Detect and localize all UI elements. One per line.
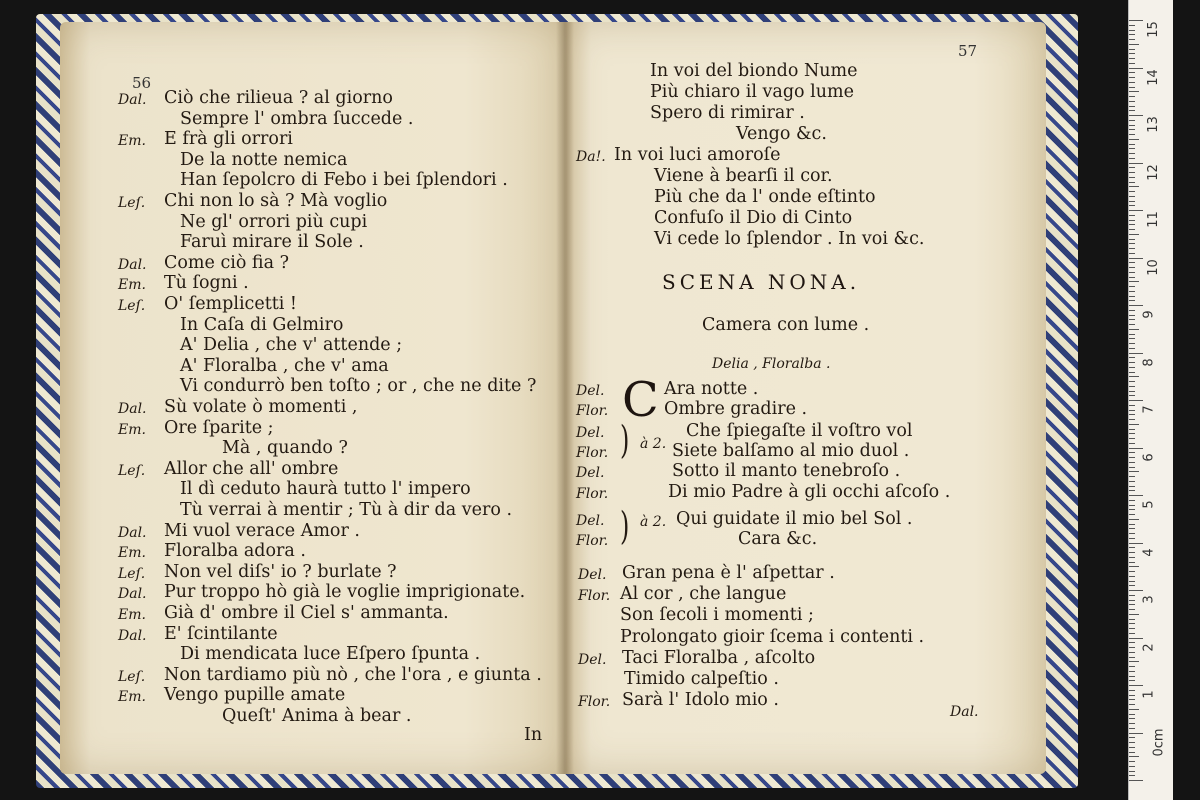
ruler-number: 11 <box>1145 211 1161 228</box>
ruler-tick <box>1129 87 1135 88</box>
verse-line: In voi del biondo Nume <box>650 61 858 81</box>
ruler-tick <box>1129 524 1135 525</box>
verse-line: Più chiaro il vago lume <box>650 82 854 102</box>
ruler-tick <box>1129 676 1135 677</box>
ruler-tick <box>1129 115 1143 116</box>
ruler-tick <box>1129 291 1135 292</box>
verse-line: Siete balſamo al mio duol . <box>672 441 910 461</box>
ruler-tick <box>1129 129 1135 130</box>
verse-line: Di mio Padre à gli occhi aſcoſo . <box>668 482 951 502</box>
ruler-tick <box>1129 163 1143 164</box>
speaker-label: Flor. <box>576 486 609 502</box>
ruler-tick <box>1129 533 1135 534</box>
ruler-tick <box>1129 467 1135 468</box>
ruler-tick <box>1129 690 1135 691</box>
ruler-number: 14 <box>1145 68 1161 86</box>
ruler-tick <box>1129 77 1135 78</box>
verse-line: Ne gl' orrori più cupi <box>180 211 368 232</box>
ruler-tick <box>1129 752 1135 753</box>
verse-line: Che ſpiegaſte il voſtro vol <box>686 421 913 441</box>
speaker-label: Del. <box>576 425 605 441</box>
ruler-tick <box>1129 172 1135 173</box>
page-number: 56 <box>132 74 152 92</box>
ruler-tick <box>1129 334 1135 335</box>
ruler-tick <box>1129 514 1135 515</box>
ruler-tick <box>1129 220 1135 221</box>
verse-line: Spero di rimirar . <box>650 103 805 123</box>
verse-line: Qui guidate il mio bel Sol . <box>676 509 913 529</box>
ruler-tick <box>1129 296 1135 297</box>
verse-line: Mi vuol verace Amor . <box>164 520 360 541</box>
ruler-tick <box>1129 239 1135 240</box>
ruler-tick <box>1129 386 1135 387</box>
ruler-tick <box>1129 600 1135 601</box>
ruler-tick <box>1129 505 1135 506</box>
ruler-tick <box>1129 82 1135 83</box>
ruler-tick <box>1129 343 1135 344</box>
speaker-label: Flor. <box>578 588 611 605</box>
verse-line: Non vel diſs' io ? burlate ? <box>164 561 397 582</box>
ruler-tick <box>1129 647 1135 648</box>
speaker-label: Em. <box>118 277 146 294</box>
speaker-label: Dal. <box>118 401 147 417</box>
ruler-tick <box>1129 125 1135 126</box>
ruler-tick <box>1129 395 1135 396</box>
ruler-tick <box>1129 519 1139 520</box>
ruler-tick <box>1129 723 1135 724</box>
ruler-tick <box>1129 495 1143 496</box>
ruler-tick <box>1129 433 1135 434</box>
ruler-tick <box>1129 490 1135 491</box>
speaker-label: Em. <box>118 545 146 562</box>
ruler-number: 6 <box>1141 452 1157 462</box>
ruler-tick <box>1129 367 1135 368</box>
verse-line: Sempre l' ombra ſuccede . <box>180 108 414 129</box>
ruler-tick <box>1129 661 1139 662</box>
ruler-tick <box>1129 182 1135 183</box>
verse-line: Vi cede lo ſplendor . In voi &c. <box>654 229 925 249</box>
verse-line: Viene à bearſi il cor. <box>654 166 833 186</box>
speaker-label: Del. <box>578 567 607 583</box>
verse-line: Al cor , che langue <box>620 584 787 605</box>
ruler-number: 15 <box>1145 21 1161 38</box>
ruler-tick <box>1129 286 1135 287</box>
verse-line: Già d' ombre il Ciel s' ammanta. <box>164 603 449 623</box>
verse-line: Di mendicata luce Eſpero ſpunta . <box>180 644 481 665</box>
ruler-tick <box>1129 148 1135 149</box>
ruler-tick <box>1129 766 1135 767</box>
ruler-tick <box>1129 186 1139 187</box>
book-gutter <box>556 22 574 774</box>
ruler-tick <box>1129 638 1143 639</box>
speaker-label: Flor. <box>578 694 611 711</box>
speaker-label: Dal. <box>118 92 147 108</box>
ruler-tick <box>1129 215 1135 216</box>
verse-line: Vi condurrò ben toſto ; or , che ne dite ? <box>180 376 537 397</box>
verse-line: In Caſa di Gelmiro <box>180 314 344 335</box>
ruler-tick <box>1129 229 1135 230</box>
verse-line: Pur troppo hò già le voglie imprigionate. <box>164 582 526 603</box>
ruler-tick <box>1129 609 1135 610</box>
verse-line: Non tardiamo più nò , che l'ora , e giunta . <box>164 664 542 685</box>
speaker-label: Dal. <box>118 256 147 273</box>
ruler-tick <box>1129 30 1135 31</box>
ruler-tick <box>1129 39 1135 40</box>
verse-line: Son ſecoli i momenti ; <box>620 605 814 626</box>
verse-line: A' Delia , che v' attende ; <box>180 335 403 356</box>
ruler-number: 4 <box>1141 547 1157 557</box>
ruler-tick <box>1129 272 1135 273</box>
ruler-number: 12 <box>1145 163 1161 181</box>
ruler-tick <box>1129 348 1135 349</box>
ruler-tick <box>1129 324 1135 325</box>
speaker-label: Flor. <box>576 533 609 549</box>
ruler-tick <box>1129 267 1135 268</box>
ruler-tick <box>1129 44 1139 45</box>
ruler-tick <box>1129 419 1135 420</box>
verse-line: Tù verrai à mentir ; Tù à dir da vero . <box>180 500 513 520</box>
ruler-tick <box>1129 262 1135 263</box>
verse-line: Floralba adora . <box>164 541 306 562</box>
ruler-tick <box>1129 34 1135 35</box>
verse-line: E' ſcintilante <box>164 623 278 644</box>
verse-line: Timido calpeſtio . <box>624 669 779 689</box>
verse-line: Confuſo il Dio di Cinto <box>654 208 853 228</box>
ruler-number: 9 <box>1141 310 1157 319</box>
verse-line: Allor che all' ombre <box>164 458 339 479</box>
verse-line: De la notte nemica <box>180 149 348 170</box>
ruler-tick <box>1129 248 1135 249</box>
ruler-tick <box>1129 695 1135 696</box>
ruler-tick <box>1129 329 1139 330</box>
ruler-tick <box>1129 305 1143 306</box>
verse-line: Taci Floralba , aſcolto <box>622 647 816 668</box>
verse-line: Tù ſogni . <box>164 273 249 294</box>
speaker-label: Flor. <box>576 403 609 419</box>
ruler-tick <box>1129 614 1139 615</box>
ruler-tick <box>1129 733 1143 734</box>
ruler-tick <box>1129 144 1135 145</box>
ruler-tick <box>1129 196 1135 197</box>
ruler-tick <box>1129 538 1135 539</box>
ruler-tick <box>1129 457 1135 458</box>
scene-heading: SCENA NONA. <box>662 270 861 294</box>
ruler-tick <box>1129 462 1135 463</box>
verse-line: Ore ſparite ; <box>164 417 274 438</box>
ruler-tick <box>1129 657 1135 658</box>
ruler-tick <box>1129 761 1135 762</box>
ruler-tick <box>1129 63 1135 64</box>
ruler-tick <box>1129 243 1135 244</box>
ruler-tick <box>1129 58 1135 59</box>
speaker-label: Dal. <box>118 586 147 603</box>
speaker-label: Em. <box>118 133 146 150</box>
speaker-label: Del. <box>576 465 605 481</box>
catchword: Dal. <box>950 704 979 720</box>
speaker-label: Leſ. <box>118 195 146 211</box>
speaker-label: Dal. <box>118 627 147 644</box>
ruler-tick <box>1129 633 1135 634</box>
a-due-label: à 2. <box>640 514 667 530</box>
verse-line: O' ſemplicetti ! <box>164 294 297 314</box>
speaker-label: Em. <box>118 689 146 706</box>
speaker-label: Flor. <box>576 445 609 461</box>
drop-cap: C <box>622 372 659 428</box>
ruler-tick <box>1129 410 1135 411</box>
ruler-tick <box>1129 177 1135 178</box>
ruler-tick <box>1129 158 1135 159</box>
ruler-tick <box>1129 300 1135 301</box>
ruler-tick <box>1129 481 1135 482</box>
ruler-tick <box>1129 652 1135 653</box>
ruler-tick <box>1129 72 1135 73</box>
ruler-tick <box>1129 780 1143 781</box>
speaker-label: Da!. <box>576 149 606 165</box>
ruler-tick <box>1129 372 1135 373</box>
verse-line: Sù volate ò momenti , <box>164 397 358 417</box>
ruler-tick <box>1129 742 1135 743</box>
ruler-tick <box>1129 547 1135 548</box>
verse-line: E frà gli orrori <box>164 129 293 150</box>
ruler-tick <box>1129 153 1135 154</box>
ruler-tick <box>1129 680 1135 681</box>
verse-line: Ciò che rilieua ? al giorno <box>164 88 393 108</box>
ruler-tick <box>1129 315 1135 316</box>
ruler-tick <box>1129 310 1135 311</box>
ruler-tick <box>1129 376 1139 377</box>
catchword: In <box>524 725 543 745</box>
ruler-tick <box>1129 685 1143 686</box>
ruler-tick <box>1129 134 1135 135</box>
verse-line: In voi luci amoroſe <box>614 145 781 165</box>
ruler-tick <box>1129 110 1135 111</box>
verse-line: Il dì ceduto haurà tutto l' impero <box>180 479 471 500</box>
ruler-tick <box>1129 756 1139 757</box>
speaker-label: Dal. <box>118 524 147 541</box>
ruler-tick <box>1129 400 1143 401</box>
ruler-tick <box>1129 642 1135 643</box>
ruler-tick <box>1129 737 1135 738</box>
ruler-tick <box>1129 471 1139 472</box>
measuring-ruler <box>1128 0 1173 800</box>
ruler-tick <box>1129 20 1143 21</box>
ruler-tick <box>1129 443 1135 444</box>
verse-line: Faruì mirare il Sole . <box>180 232 364 253</box>
ruler-tick <box>1129 476 1135 477</box>
ruler-number: 10 <box>1145 258 1161 276</box>
ruler-tick <box>1129 714 1135 715</box>
ruler-tick <box>1129 581 1135 582</box>
ruler-tick <box>1129 319 1135 320</box>
ruler-tick <box>1129 191 1135 192</box>
verse-line: Queſt' Anima à bear . <box>222 706 412 726</box>
ruler-tick <box>1129 747 1135 748</box>
ruler-tick <box>1129 424 1139 425</box>
ruler-number: 3 <box>1141 595 1157 604</box>
ruler-tick <box>1129 338 1135 339</box>
ruler-tick <box>1129 353 1143 354</box>
brace: ) <box>620 503 630 549</box>
verse-line: Chi non lo sà ? Mà voglio <box>164 191 388 211</box>
verse-line: A' Floralba , che v' ama <box>180 355 389 376</box>
ruler-tick <box>1129 709 1139 710</box>
ruler-tick <box>1129 253 1135 254</box>
ruler-tick <box>1129 500 1135 501</box>
ruler-tick <box>1129 452 1135 453</box>
scene-setting: Camera con lume . <box>702 315 870 335</box>
ruler-tick <box>1129 224 1135 225</box>
speaker-label: Del. <box>578 651 607 668</box>
ruler-tick <box>1129 718 1135 719</box>
character-list: Delia , Floralba . <box>712 356 831 372</box>
ruler-tick <box>1129 562 1135 563</box>
ruler-tick <box>1129 106 1135 107</box>
ruler-tick <box>1129 429 1135 430</box>
ruler-number: 1 <box>1141 690 1157 699</box>
ruler-tick <box>1129 571 1135 572</box>
ruler-number: 7 <box>1141 405 1157 414</box>
ruler-tick <box>1129 120 1135 121</box>
ruler-tick <box>1129 277 1135 278</box>
verse-line: Vengo pupille amate <box>164 685 346 706</box>
ruler-tick <box>1129 281 1139 282</box>
ruler-tick <box>1129 68 1143 69</box>
ruler-number: 13 <box>1145 116 1161 133</box>
verse-line: Sotto il manto tenebroſo . <box>672 461 901 481</box>
ruler-tick <box>1129 205 1135 206</box>
ruler-number: 8 <box>1141 357 1157 367</box>
ruler-tick <box>1129 234 1139 235</box>
ruler-tick <box>1129 96 1135 97</box>
ruler-tick <box>1129 619 1135 620</box>
ruler-tick <box>1129 167 1135 168</box>
verse-line: Cara &c. <box>738 529 818 549</box>
speaker-label: Del. <box>576 513 605 529</box>
verse-line: Come ciò fia ? <box>164 252 289 273</box>
verse-line: Han ſepolcro di Febo i bei ſplendori . <box>180 170 508 191</box>
ruler-tick <box>1129 628 1135 629</box>
ruler-tick <box>1129 486 1135 487</box>
speaker-label: Em. <box>118 607 146 623</box>
ruler-tick <box>1129 666 1135 667</box>
ruler-tick <box>1129 362 1135 363</box>
ruler-tick <box>1129 53 1135 54</box>
ruler-tick <box>1129 552 1135 553</box>
ruler-tick <box>1129 101 1135 102</box>
speaker-label: Leſ. <box>118 668 146 685</box>
ruler-tick <box>1129 509 1135 510</box>
ruler-tick <box>1129 557 1135 558</box>
verse-line: Sarà l' Idolo mio . <box>622 690 779 711</box>
ruler-tick <box>1129 623 1135 624</box>
ruler-tick <box>1129 210 1143 211</box>
speaker-label: Em. <box>118 421 146 438</box>
ruler-tick <box>1129 704 1135 705</box>
ruler-tick <box>1129 576 1135 577</box>
brace: ) <box>620 417 630 463</box>
verse-line: Prolongato gioir ſcema i contenti . <box>620 626 925 647</box>
speaker-label: Leſ. <box>118 298 146 314</box>
ruler-tick <box>1129 391 1135 392</box>
verse-line: Ara notte . <box>664 379 759 399</box>
ruler-tick <box>1129 590 1143 591</box>
ruler-tick <box>1129 585 1135 586</box>
verse-line: Più che da l' onde eſtinto <box>654 187 876 207</box>
ruler-tick <box>1129 566 1139 567</box>
ruler-tick <box>1129 595 1135 596</box>
ruler-tick <box>1129 775 1135 776</box>
ruler-tick <box>1129 139 1139 140</box>
verse-line: Gran pena è l' aſpettar . <box>622 563 835 583</box>
ruler-tick <box>1129 543 1143 544</box>
a-due-label: à 2. <box>640 436 667 452</box>
ruler-tick <box>1129 414 1135 415</box>
ruler-tick <box>1129 528 1135 529</box>
speaker-label: Leſ. <box>118 462 146 479</box>
ruler-tick <box>1129 357 1135 358</box>
ruler-tick <box>1129 771 1135 772</box>
verse-line: Ombre gradire . <box>664 399 808 419</box>
speaker-label: Del. <box>576 383 605 399</box>
ruler-tick <box>1129 258 1143 259</box>
ruler-number: 5 <box>1141 500 1157 509</box>
ruler-number: 0cm <box>1151 727 1167 757</box>
ruler-tick <box>1129 25 1135 26</box>
ruler-tick <box>1129 699 1135 700</box>
ruler-tick <box>1129 201 1135 202</box>
ruler-tick <box>1129 405 1135 406</box>
ruler-tick <box>1129 671 1135 672</box>
ruler-tick <box>1129 728 1135 729</box>
ruler-number: 2 <box>1141 642 1157 652</box>
ruler-tick <box>1129 604 1135 605</box>
ruler-tick <box>1129 448 1143 449</box>
ruler-tick <box>1129 49 1135 50</box>
verse-line: Mà , quando ? <box>222 438 348 459</box>
page-number: 57 <box>958 42 978 60</box>
ruler-tick <box>1129 91 1139 92</box>
ruler-tick <box>1129 438 1135 439</box>
verse-line: Vengo &c. <box>736 124 827 144</box>
speaker-label: Leſ. <box>118 565 146 582</box>
ruler-tick <box>1129 381 1135 382</box>
